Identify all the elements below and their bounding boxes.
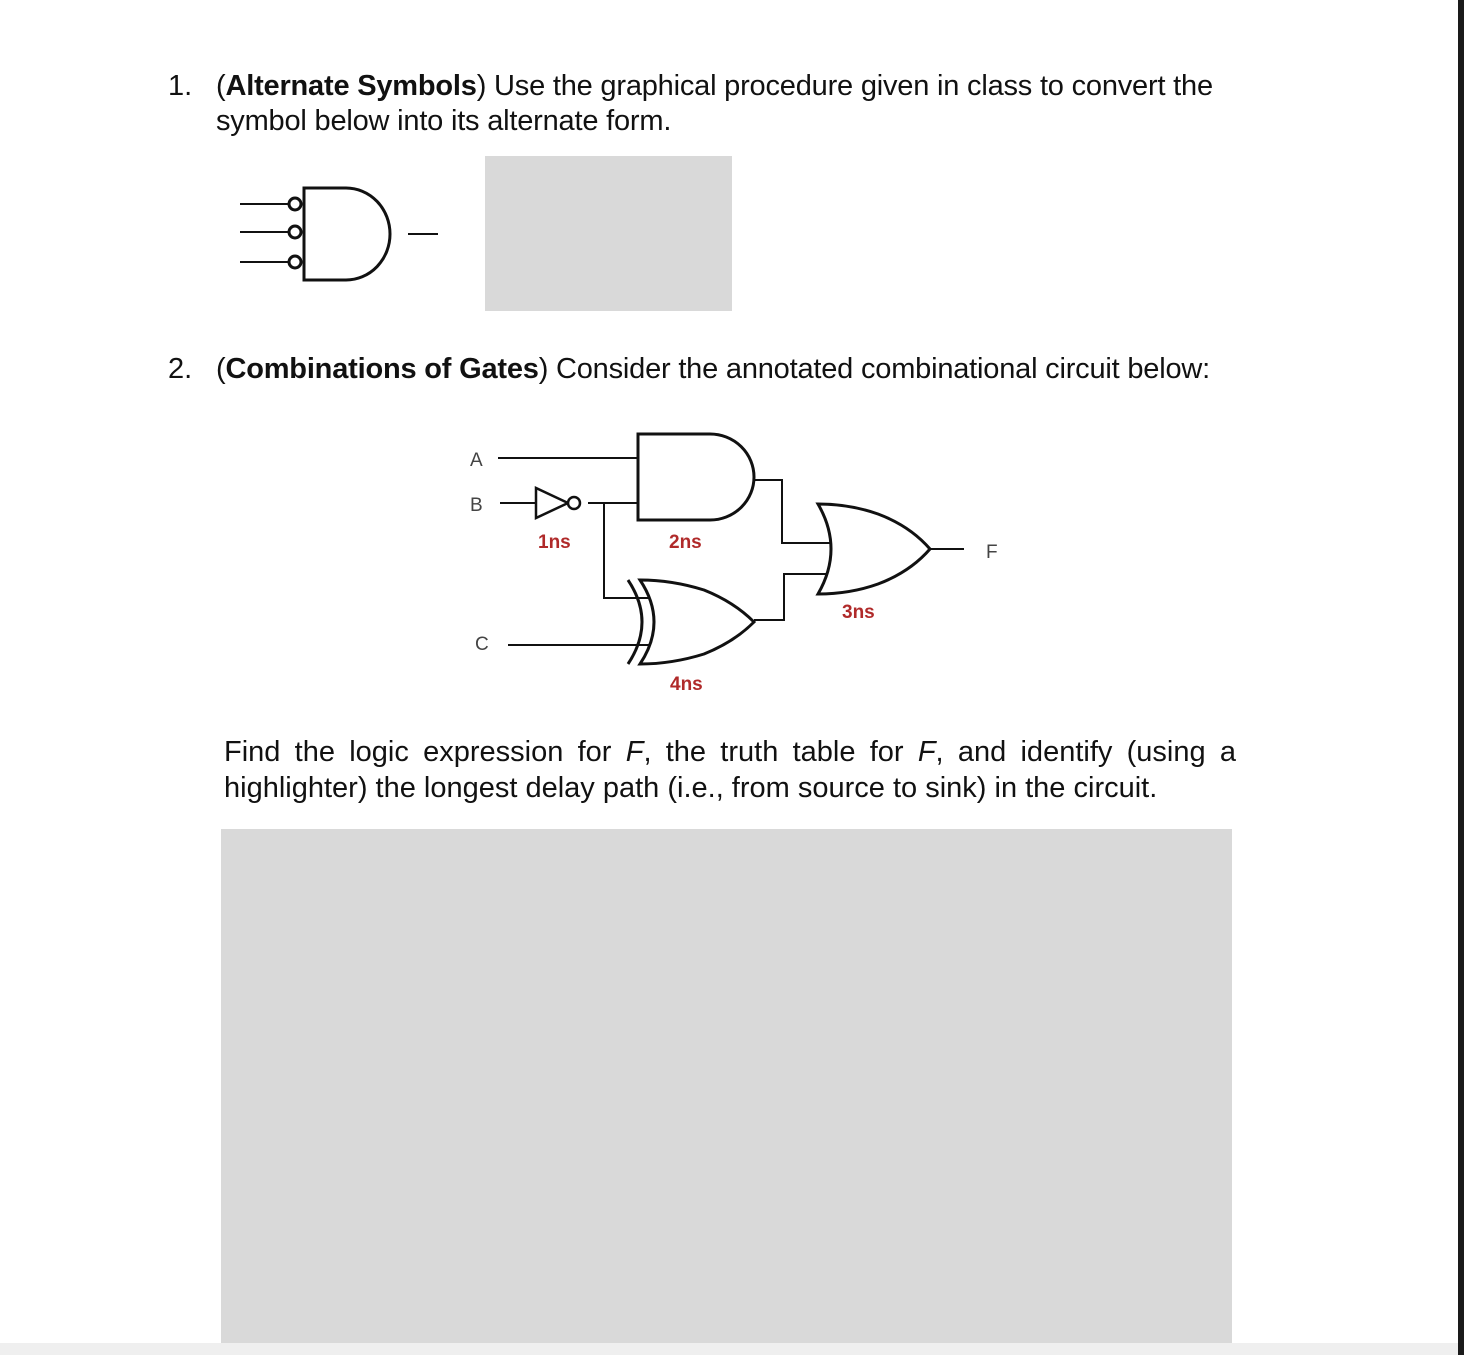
- question-1-body: Use the graphical procedure given in class to convert the symbol below into its alternate form.: [216, 70, 1213, 137]
- wire-xor-to-or: [754, 574, 832, 620]
- wire-and-to-or: [754, 480, 832, 543]
- question-1-title: Alternate Symbols: [225, 70, 477, 102]
- question-2-number: 2.: [168, 353, 193, 385]
- find-var-f-2: F: [917, 736, 936, 768]
- input-label-a: A: [470, 450, 483, 471]
- or-gate: [818, 504, 930, 594]
- question-2-instructions: [224, 734, 1236, 806]
- input-label-c: C: [475, 634, 489, 655]
- delay-label-and: 2ns: [669, 532, 702, 553]
- inverter-gate: [536, 488, 568, 518]
- inverter-bubble: [568, 497, 580, 509]
- question-2-title: Combinations of Gates: [225, 353, 539, 385]
- question-1-number: 1.: [168, 70, 193, 102]
- page-edge-bottom: [0, 1343, 1458, 1355]
- question-2-paren-close: ): [538, 353, 549, 385]
- delay-label-or: 3ns: [842, 602, 875, 623]
- answer-box-2[interactable]: [221, 829, 1232, 1343]
- delay-label-inverter: 1ns: [538, 532, 571, 553]
- find-var-f-1: F: [625, 736, 644, 768]
- question-2-body: Consider the annotated combinational circuit below:: [548, 353, 1210, 385]
- output-label-f: F: [986, 542, 998, 563]
- xor-gate-input-arc: [628, 580, 642, 664]
- page-edge-right: [1458, 0, 1464, 1355]
- input-label-b: B: [470, 495, 483, 516]
- question-1-paren-open: (: [216, 70, 226, 102]
- xor-gate: [640, 580, 754, 664]
- question-2-paren-open: (: [216, 353, 226, 385]
- find-text-part-1: Find the logic expression for: [224, 736, 626, 768]
- find-text-part-3: , and identify (using a highlighter) the longest delay path (i.e., from source to sink) in the circuit.: [224, 736, 1236, 804]
- and-gate: [638, 434, 754, 520]
- delay-label-xor: 4ns: [670, 674, 703, 695]
- question-1-paren-close: ): [476, 70, 487, 102]
- find-text-part-2: , the truth table for: [643, 736, 918, 768]
